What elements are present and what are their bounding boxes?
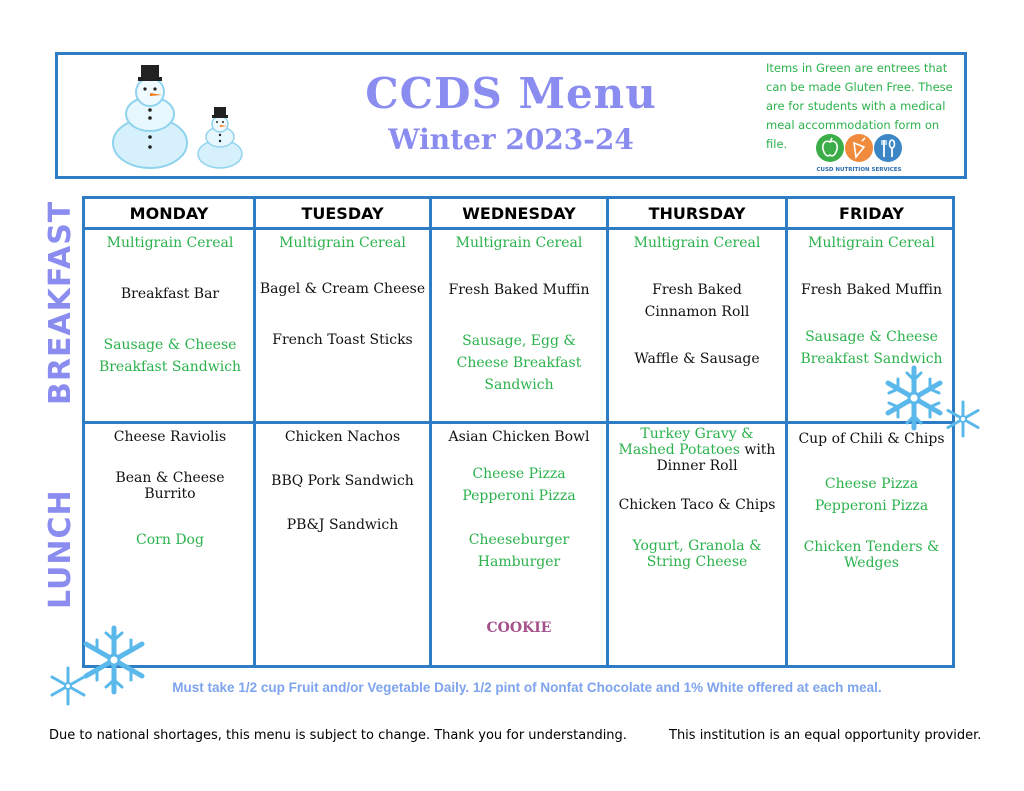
breakfast-item: Multigrain Cereal	[455, 235, 583, 251]
carrot-icon	[844, 133, 874, 163]
lunch-item	[615, 426, 779, 474]
logo-caption: CUSD NUTRITION SERVICES	[816, 167, 902, 173]
lunch-item: Hamburger	[477, 554, 561, 570]
breakfast-item: Multigrain Cereal	[633, 235, 761, 251]
breakfast-item: Multigrain Cereal	[808, 235, 935, 251]
lunch-item: Corn Dog	[136, 532, 204, 548]
page-title: CCDS Menu	[365, 69, 657, 118]
breakfast-item: Fresh Baked Muffin	[448, 282, 590, 298]
lunch-item: Pepperoni Pizza	[814, 498, 929, 514]
apple-icon	[815, 133, 845, 163]
meal-divider	[85, 421, 952, 424]
lunch-item: PB&J Sandwich	[286, 517, 399, 533]
lunch-item: Cup of Chili & Chips	[798, 431, 945, 447]
gluten-free-note: Items in Green are entrees that can be made Gluten Free. These are for students with a medical meal accommodation form on file.	[766, 61, 953, 151]
lunch-label: LUNCH	[43, 489, 78, 609]
column-divider	[606, 199, 609, 665]
lunch-item-gluten-free: Turkey Gravy & Mashed Potatoes	[618, 426, 754, 458]
menu-header	[55, 52, 967, 179]
lunch-item: Cheeseburger	[468, 532, 570, 548]
breakfast-item: Sausage & Cheese Breakfast Sandwich	[800, 329, 943, 367]
nutrition-services-logo	[813, 133, 905, 175]
lunch-item: Chicken Tenders & Wedges	[803, 539, 940, 571]
breakfast-label: BREAKFAST	[43, 200, 78, 405]
lunch-item: Bean & Cheese Burrito	[115, 470, 225, 502]
snowflake-icon	[880, 364, 948, 432]
breakfast-item: Bagel & Cream Cheese	[259, 281, 426, 297]
day-header-friday: FRIDAY	[839, 204, 904, 223]
lunch-item: Cheese Pizza	[472, 466, 566, 482]
utensils-icon	[873, 133, 903, 163]
day-header-thursday: THURSDAY	[648, 204, 746, 223]
day-header-wednesday: WEDNESDAY	[462, 204, 576, 223]
footer-disclaimer: Due to national shortages, this menu is subject to change. Thank you for understanding.	[49, 728, 627, 743]
lunch-item: Asian Chicken Bowl	[448, 429, 590, 445]
lunch-item: Chicken Taco & Chips	[618, 497, 776, 513]
breakfast-item: Breakfast Bar	[120, 286, 220, 302]
lunch-item: Cheese Raviolis	[113, 429, 227, 445]
breakfast-item: Fresh Baked Muffin	[801, 282, 942, 298]
lunch-item: Yogurt, Granola & String Cheese	[632, 538, 762, 570]
daily-requirement-note: Must take 1/2 cup Fruit and/or Vegetable Daily. 1/2 pint of Nonfat Chocolate and 1% White offered at each meal.	[172, 680, 882, 695]
lunch-item: BBQ Pork Sandwich	[271, 473, 414, 489]
page-subtitle: Winter 2023-24	[388, 123, 634, 156]
menu-table	[82, 196, 955, 668]
lunch-item: Pepperoni Pizza	[462, 488, 576, 504]
breakfast-item: Multigrain Cereal	[106, 235, 234, 251]
breakfast-item: Sausage & Cheese Breakfast Sandwich	[98, 337, 242, 375]
lunch-item-cookie: COOKIE	[486, 620, 552, 636]
snowflake-icon	[944, 400, 982, 438]
footer-equal-opportunity: This institution is an equal opportunity provider.	[669, 728, 982, 743]
breakfast-item: Fresh Baked Cinnamon Roll	[644, 282, 750, 320]
day-header-monday: MONDAY	[129, 204, 209, 223]
lunch-item: Chicken Nachos	[284, 429, 401, 445]
breakfast-item: Waffle & Sausage	[634, 351, 760, 367]
breakfast-item: Multigrain Cereal	[279, 235, 406, 251]
lunch-item: Cheese Pizza	[824, 476, 919, 492]
breakfast-item: Sausage, Egg & Cheese Breakfast Sandwich	[456, 333, 582, 393]
lunch-item-side: with Dinner Roll	[656, 442, 776, 474]
day-header-tuesday: TUESDAY	[301, 204, 384, 223]
breakfast-item: French Toast Sticks	[272, 332, 413, 348]
